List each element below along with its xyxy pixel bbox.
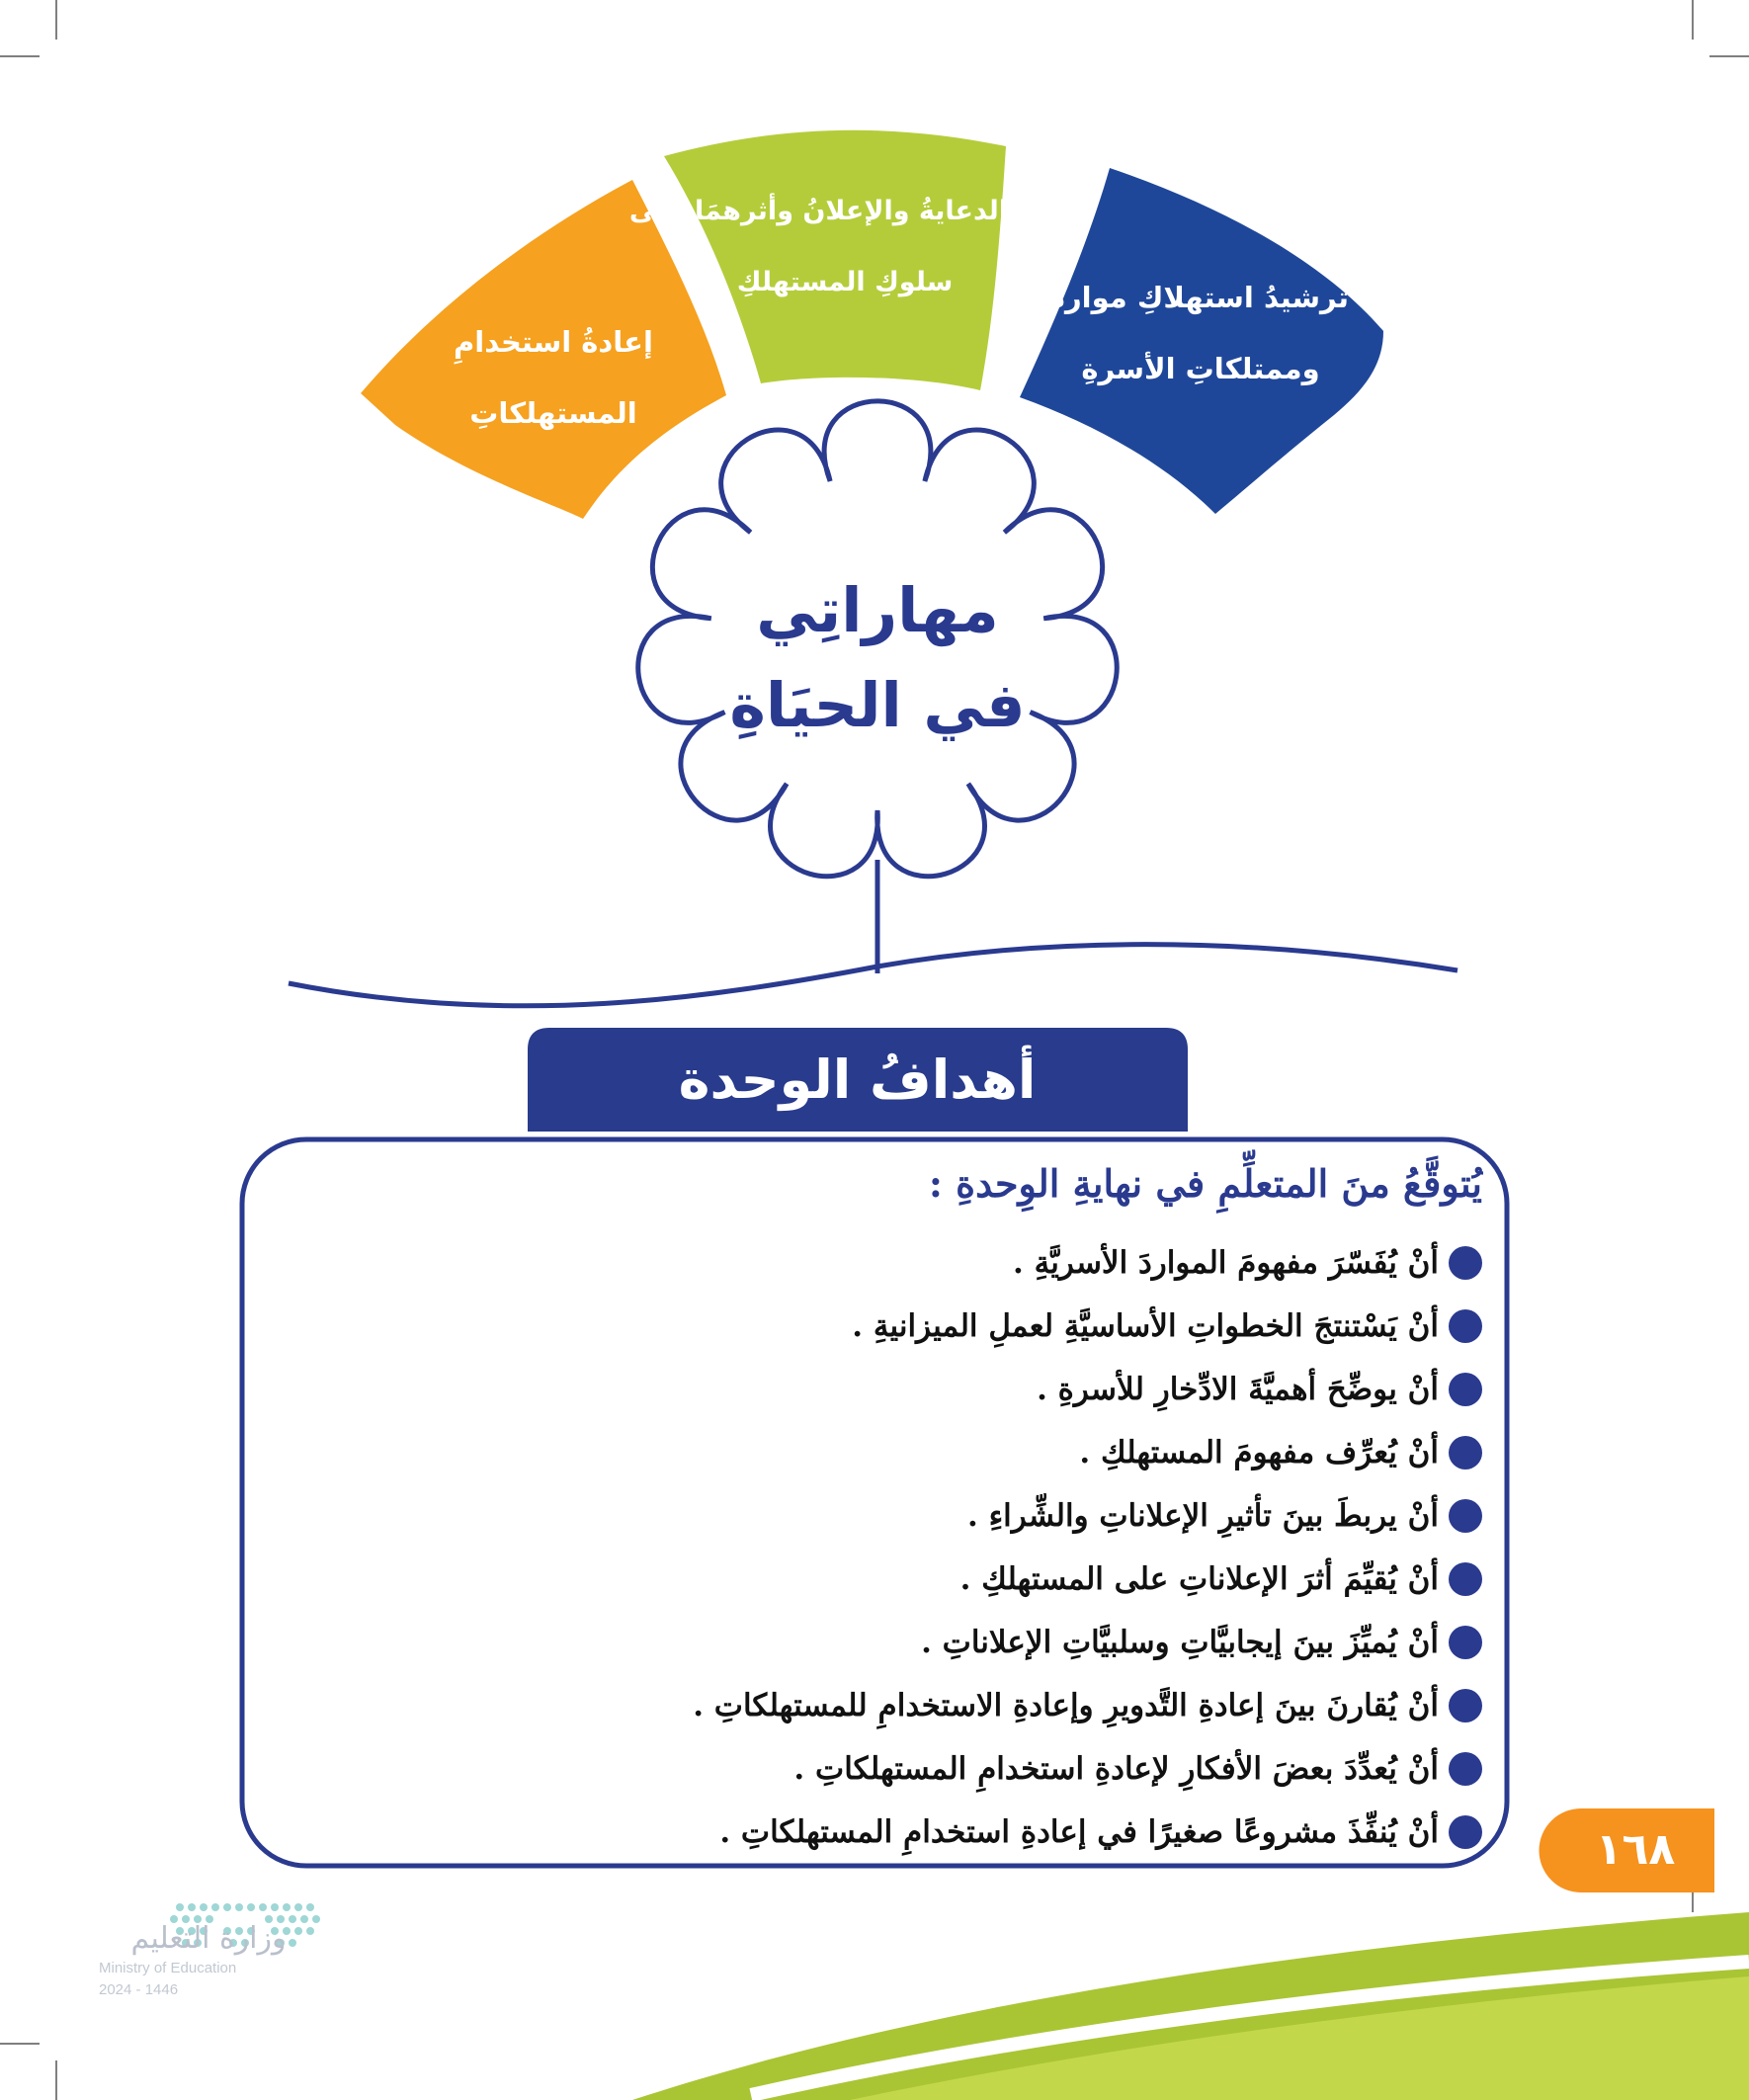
goal-text: أنْ يُقارنَ بينَ إعادةِ التَّدويرِ وإعادةِ الاستخدامِ للمستهلكاتِ .	[693, 1688, 1439, 1723]
goal-item	[346, 1737, 1482, 1801]
page-number: ١٦٨	[1595, 1824, 1676, 1875]
goal-item	[346, 1801, 1482, 1864]
petal-orange-line2: المستهلكاتِ	[469, 396, 637, 430]
goals-intro: يُتوقَّعُ منَ المتعلِّمِ في نهايةِ الوِحدةِ :	[928, 1161, 1482, 1206]
goal-item	[346, 1421, 1482, 1484]
goal-text: أنْ يربطَ بينَ تأثيرِ الإعلاناتِ والشِّراءِ .	[967, 1498, 1439, 1534]
petal-green-label	[628, 176, 1008, 318]
goal-item	[346, 1358, 1482, 1421]
goal-text: أنْ يُميِّزَ بينَ إيجابيَّاتِ وسلبيَّاتِ الإعلاناتِ .	[921, 1625, 1439, 1660]
ministry-logo-year: 2024 - 1446	[99, 1981, 179, 1998]
goal-item	[346, 1295, 1482, 1358]
bullet-icon	[1449, 1309, 1482, 1343]
ministry-logo-arabic: وزارة التعليم	[130, 1921, 287, 1956]
bullet-icon	[1449, 1246, 1482, 1280]
goals-heading: أهدافُ الوحدة	[678, 1049, 1037, 1111]
goal-text: أنْ يُقيِّمَ أثرَ الإعلاناتِ على المستهلكِ .	[959, 1561, 1439, 1597]
petal-blue-label	[1052, 262, 1349, 404]
goal-item	[346, 1674, 1482, 1737]
bullet-icon	[1449, 1815, 1482, 1849]
goal-item	[346, 1484, 1482, 1548]
bullet-icon	[1449, 1689, 1482, 1722]
petal-green-line1: الدعايةُ والإعلانُ وأثرهمَا على	[628, 196, 1008, 226]
ground-wave	[289, 945, 1458, 1006]
goal-text: أنْ يُنفِّذَ مشروعًا صغيرًا في إعادةِ استخدامِ المستهلكاتِ .	[719, 1814, 1439, 1850]
bullet-icon	[1449, 1499, 1482, 1533]
goal-item	[346, 1548, 1482, 1611]
goal-item	[346, 1611, 1482, 1674]
goal-text: أنْ يُفَسّرَ مفهومَ المواردَ الأسريَّةِ .	[1013, 1245, 1439, 1281]
bullet-icon	[1449, 1562, 1482, 1596]
bullet-icon	[1449, 1626, 1482, 1659]
bullet-icon	[1449, 1752, 1482, 1786]
goal-item	[346, 1231, 1482, 1295]
petal-green-line2: سلوكِ المستهلكِ	[736, 267, 954, 297]
diagram-title	[680, 563, 1075, 753]
diagram-title-line1: مهاراتِي	[756, 574, 999, 646]
petal-blue-line1: ترشيدُ استهلاكِ موارد	[1050, 281, 1349, 314]
ministry-logo-english: Ministry of Education	[99, 1960, 237, 1976]
goal-text: أنْ يَسْتنتجَ الخطواتِ الأساسيَّةِ لعملِ الميزانيةِ .	[852, 1308, 1439, 1344]
diagram-title-line2: في الحيَاةِ	[729, 669, 1026, 741]
goal-text: أنْ يُعرِّف مفهومَ المستهلكِ .	[1079, 1435, 1439, 1470]
bullet-icon	[1449, 1373, 1482, 1406]
bullet-icon	[1449, 1436, 1482, 1470]
petal-orange-label	[435, 306, 672, 449]
petal-orange-line1: إعادةُ استخدامِ	[454, 325, 653, 359]
goal-text: أنْ يوضِّحَ أهميَّةَ الادِّخارِ للأسرةِ .	[1037, 1372, 1439, 1407]
petal-blue-line2: وممتلكاتِ الأسرةِ	[1081, 352, 1320, 385]
goals-list	[346, 1231, 1482, 1864]
goal-text: أنْ يُعدِّدَ بعضَ الأفكارِ لإعادةِ استخدامِ المستهلكاتِ .	[793, 1751, 1439, 1787]
